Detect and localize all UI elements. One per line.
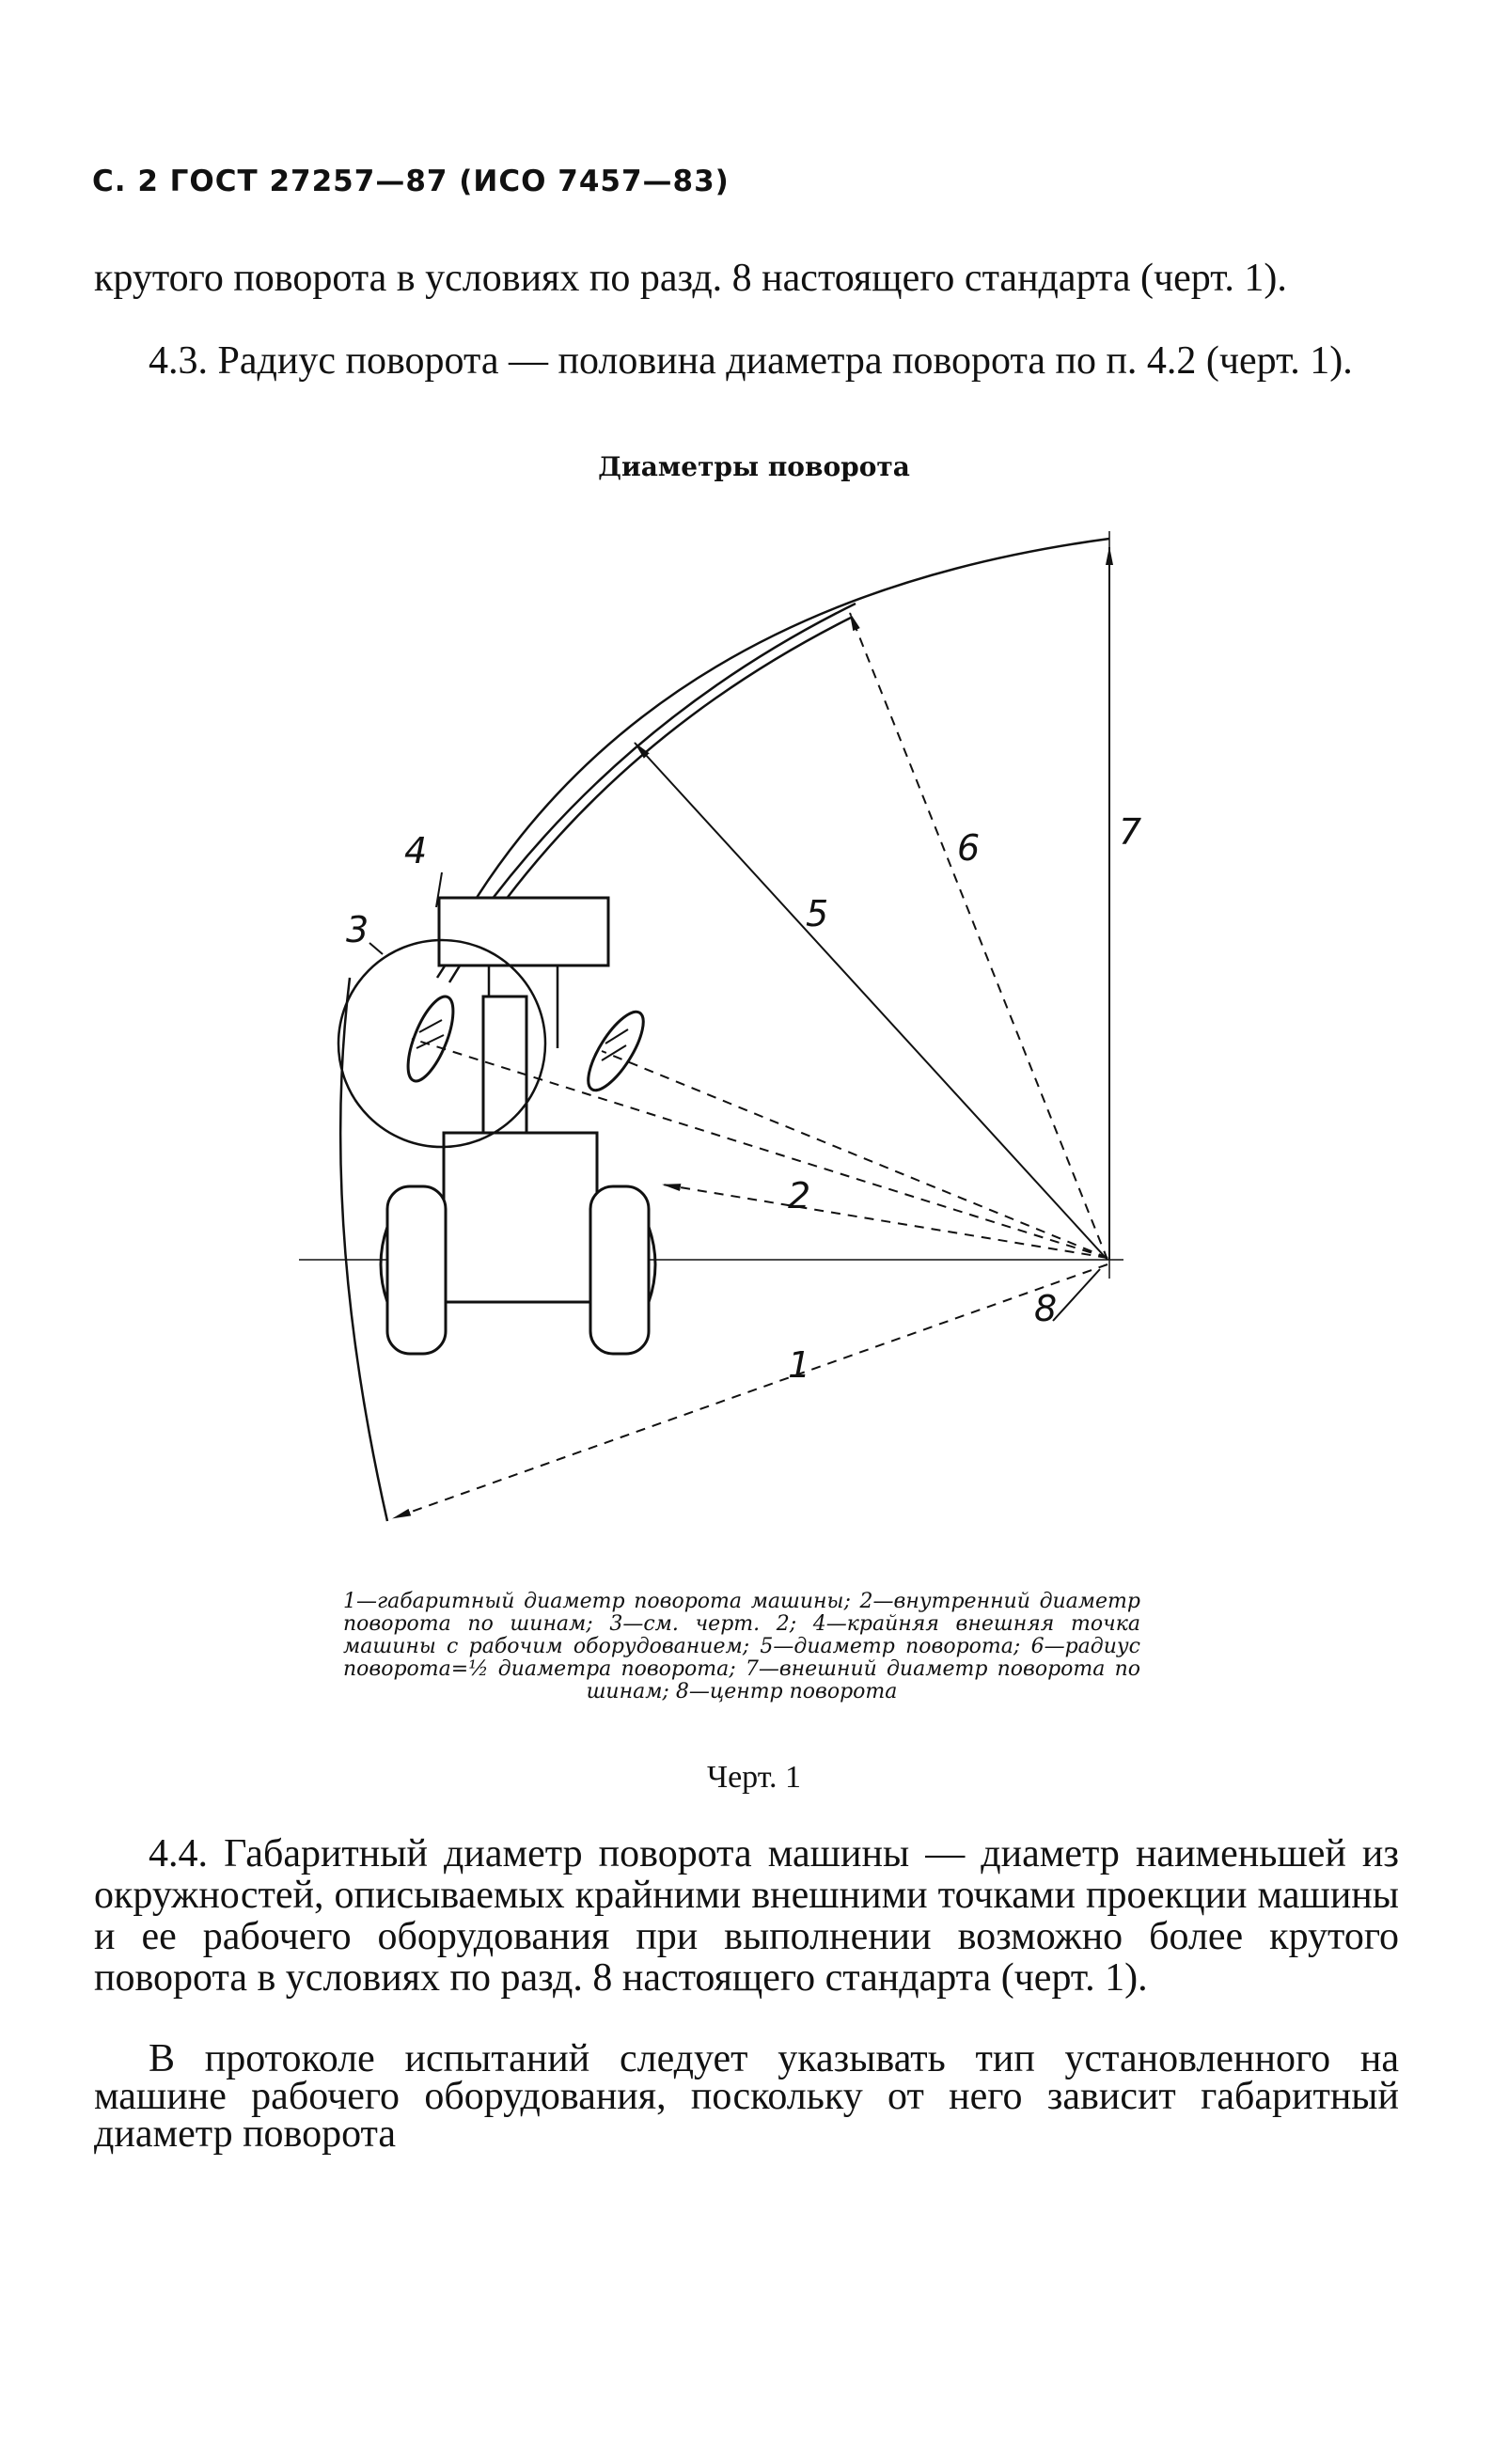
paragraph-continuation: крутого поворота в условиях по разд. 8 настоящего стандарта (черт. 1).	[94, 257, 1287, 300]
rear-wheel-right	[590, 1186, 649, 1354]
paragraph-4-3: 4.3. Радиус поворота — половина диаметра поворота по п. 4.2 (черт. 1).	[149, 339, 1353, 383]
label-8: 8	[1034, 1288, 1058, 1329]
label-2: 2	[788, 1175, 811, 1216]
machine-boom	[483, 997, 526, 1138]
machine-body	[444, 1133, 597, 1302]
label-6: 6	[957, 827, 981, 869]
label-7: 7	[1119, 811, 1142, 853]
label-1: 1	[788, 1344, 811, 1386]
figure-title: Диаметры поворота	[598, 451, 910, 482]
front-wheel-left	[399, 991, 462, 1087]
label-5: 5	[806, 893, 829, 934]
figure-caption: Черт. 1	[706, 1760, 802, 1795]
machine-outline	[381, 898, 655, 1354]
overall-arc	[340, 978, 387, 1521]
page-header: С. 2 ГОСТ 27257—87 (ИСО 7457—83)	[92, 165, 730, 198]
paragraph-protocol-note: В протоколе испытаний следует указывать тип установленного на машине рабочего оборудования, поскольку от него зависит габаритный диаметр поворота	[94, 2037, 1399, 2156]
machine-cab-roof	[439, 898, 608, 965]
outer-arcs	[340, 539, 1109, 1521]
figure-legend: 1—габаритный диаметр поворота машины; 2—внутренний диаметр поворота по шинам; 3—см. черт. 2; 4—крайняя внешняя точка машины с рабочим оборудованием; 5—диаметр поворота; 6—радиус поворота=½ диаметра поворота; 7—внешний диаметр поворота по шинам; 8—центр поворота	[343, 1590, 1140, 1703]
outer-tyre-arc	[451, 539, 1109, 940]
label-3: 3	[346, 909, 369, 950]
rear-wheel-left	[387, 1186, 446, 1354]
label-4: 4	[404, 830, 428, 871]
centre-lines	[299, 531, 1123, 1279]
paragraph-4-4: 4.4. Габаритный диаметр поворота машины — диаметр наименьшей из окружностей, описываемых крайними внешними точками проекции машины и ее рабочего оборудования при выполнении возможно более крутого поворота в условиях по разд. 8 настоящего стандарта (черт. 1).	[94, 1832, 1399, 2000]
